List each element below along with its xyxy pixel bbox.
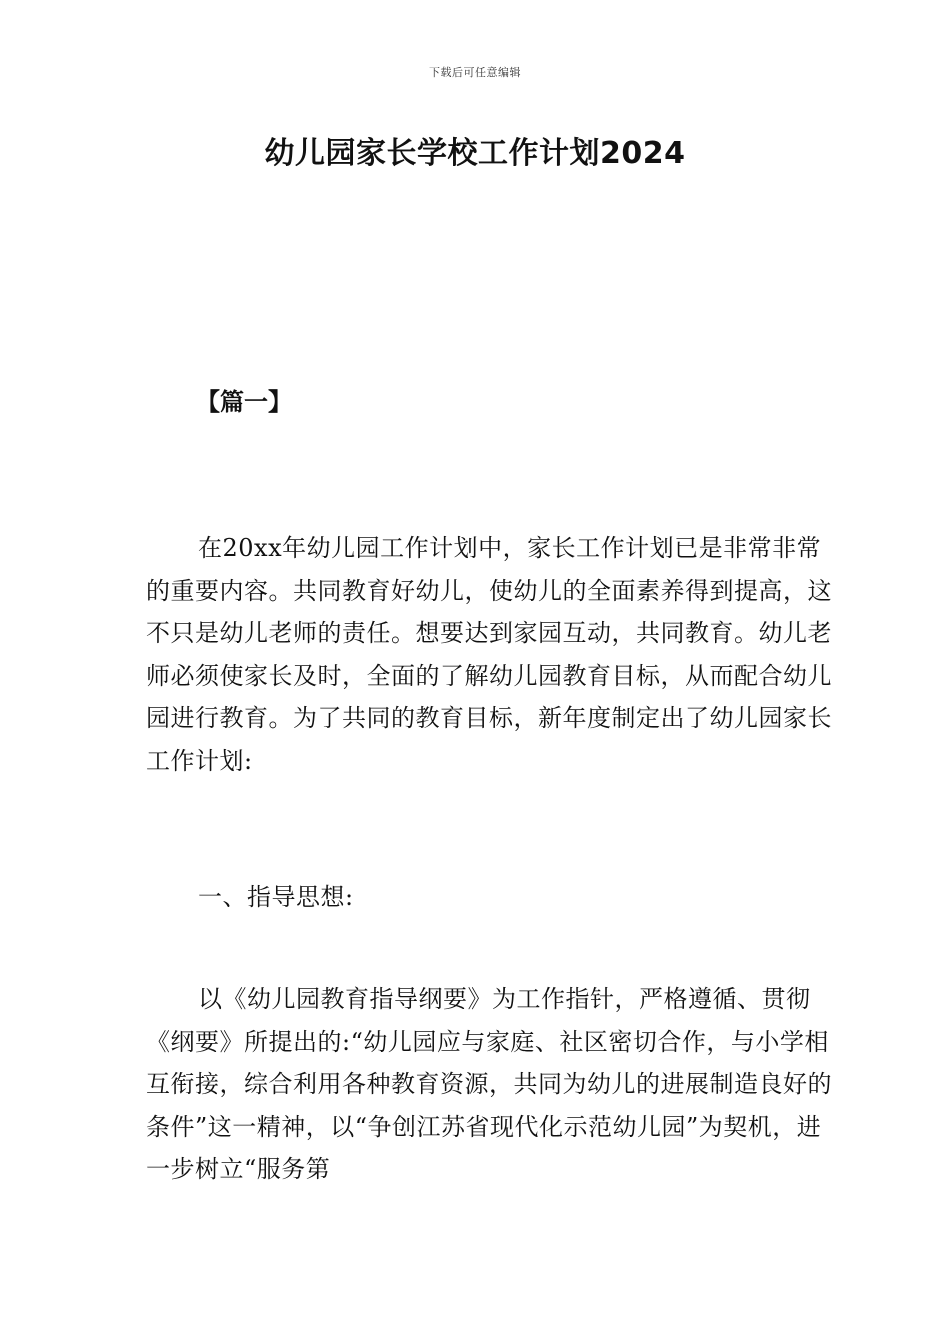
guiding-thought-paragraph: 以《幼儿园教育指导纲要》为工作指针，严格遵循、贯彻《纲要》所提出的:“幼儿园应与家庭、社区密切合作，与小学相互衔接，综合利用各种教育资源，共同为幼儿的进展制造良好的条件”这一精神，以“争创江苏省现代化示范幼儿园”为契机，进一步树立“服务第 [146,985,832,1183]
header-note: 下载后可任意编辑 [429,66,521,79]
section-heading-guiding-thought: 一、指导思想: [198,883,354,911]
document-title: 幼儿园家长学校工作计划2024 [264,136,686,171]
section-label: 【篇一】 [196,388,292,416]
intro-paragraph: 在20xx年幼儿园工作计划中，家长工作计划已是非常非常的重要内容。共同教育好幼儿，使幼儿的全面素养得到提高，这不只是幼儿老师的责任。想要达到家园互动，共同教育。幼儿老师必须使家长及时，全面的了解幼儿园教育目标，从而配合幼儿园进行教育。为了共同的教育目标，新年度制定出了幼儿园家长工作计划: [146,534,832,775]
